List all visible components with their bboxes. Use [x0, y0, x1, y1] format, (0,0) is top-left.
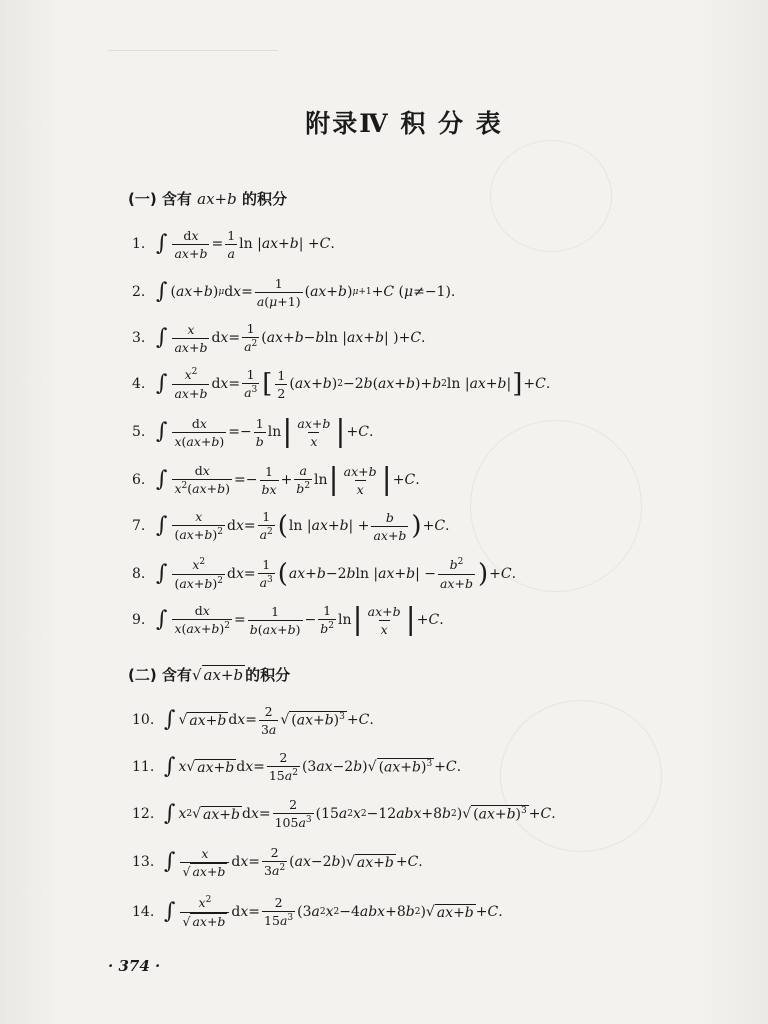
formula-10: 10. ∫ √ ax+b d x = $\frac{2}{3a}$ √ $(ax+b)^3$ + C . [132, 703, 374, 737]
formula-6: 6. ∫ $\frac{dx}{x^2(ax+b)}$ =− $\frac{1}{bx}$ + $\frac{a}{b^2}$ ln | $\frac{ax+b}{x}$ | + C . [132, 462, 420, 497]
formula-5: 5. ∫ $\frac{dx}{x(ax+b)}$ =− $\frac{1}{b}$ ln | $\frac{ax+b}{x}$ | + C . [132, 414, 374, 449]
formula-9: 9. ∫ $\frac{dx}{x(ax+b)^2}$ = $\frac{1}{b(ax+b)}$ − $\frac{1}{b^2}$ ln | $\frac{ax+b}{x}$ | + C . [132, 602, 444, 637]
formula-12: 12. ∫ x 2 √ ax+b d x = $\frac{2}{105a^3}$ (15 a 2 x 2 −12 abx +8 b 2 )√ $(ax+b)^3$ + C . [132, 797, 556, 831]
formula-14: 14. ∫ $\frac{x^2}{√ ax+b}$ d x = $\frac{2}{15a^3}$ (3 a 2 x 2 −4 abx +8 b 2 )√ ax+b + C . [132, 895, 503, 929]
page-title: 附录Ⅳ 积 分 表 [305, 109, 503, 138]
formula-7: 7. ∫ $\frac{x}{(ax+b)^2}$ d x = $\frac{1}{a^2}$ ( ln | ax+b | + $\frac{b}{ax+b}$ ) + C . [132, 509, 450, 543]
formula-11: 11. ∫ x √ ax+b d x = $\frac{2}{15a^2}$ (3 ax −2 b )√ $(ax+b)^3$ + C . [132, 750, 462, 784]
formula-3: 3. ∫ $\frac{x}{ax+b}$ d x = $\frac{1}{a^2}$ ( ax+b − b ln | ax+b | )+ C . [132, 321, 426, 355]
formula-13: 13. ∫ $\frac{x}{√ ax+b}$ d x = $\frac{2}{3a^2}$ ( ax −2 b )√ ax+b + C . [132, 845, 423, 879]
formula-2: 2. ∫ ( ax+b ) μ d x = $\frac{1}{a(\mu+1)}$ ( ax+b ) μ+1 + C ( μ ≠−1). [132, 275, 456, 309]
formula-4: 4. ∫ $\frac{x^2}{ax+b}$ d x = $\frac{1}{a^3}$ [ $\frac{1}{2}$ ( ax+b ) 2 −2 b ( ax+b )+ b 2 ln | ax+b | ] + C . [132, 367, 551, 401]
section-heading: (一) 含有 ax+b 的积分 [128, 190, 287, 208]
bleed-through-header [108, 38, 278, 51]
formula-1: 1. ∫ $\frac{dx}{ax+b}$ = $\frac{1}{a}$ ln | ax+b | + C . [132, 227, 335, 261]
section-heading: (二) 含有√ ax+b 的积分 [128, 666, 291, 684]
formula-8: 8. ∫ $\frac{x^2}{(ax+b)^2}$ d x = $\frac{1}{a^3}$ ( ax+b −2 b ln | ax+b | − $\frac{b^2}{ax+b}$ ) + C . [132, 557, 517, 591]
page-number: · 374 · [108, 957, 161, 975]
